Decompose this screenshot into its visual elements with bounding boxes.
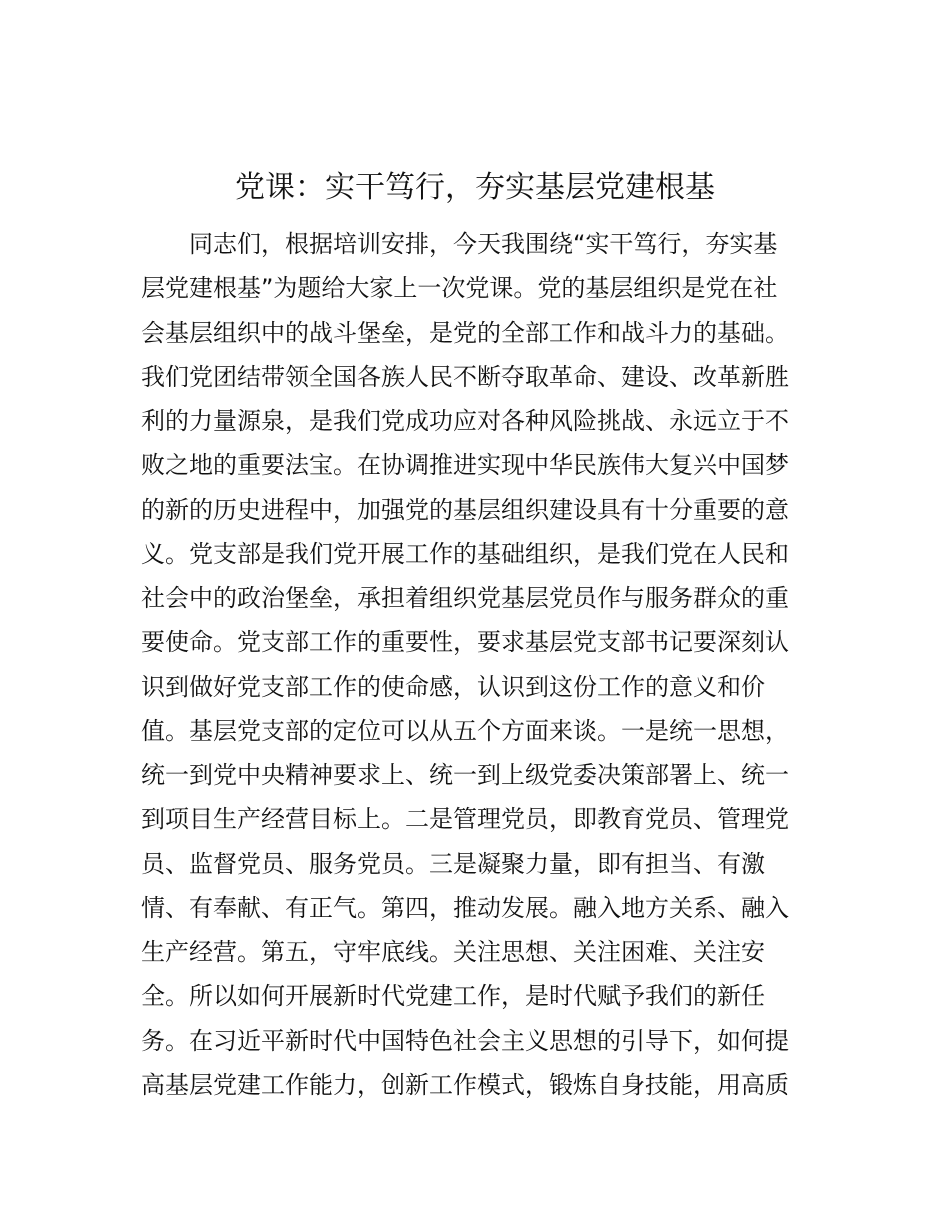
body-line: 的新的历史进程中，加强党的基层组织建设具有十分重要的意 [141,495,789,524]
document-title: 党课：实干笃行，夯实基层党建根基 [235,170,715,205]
body-line: 识到做好党支部工作的使命感，认识到这份工作的意义和价 [141,672,765,701]
body-line: 员、监督党员、服务党员。三是凝聚力量，即有担当、有激 [141,849,765,878]
body-line: 生产经营。第五，守牢底线。关注思想、关注困难、关注安 [141,938,765,966]
body-line: 要使命。党支部工作的重要性，要求基层党支部书记要深刻认 [141,628,789,657]
body-line: 社会中的政治堡垒，承担着组织党基层党员作与服务群众的重 [141,584,789,612]
body-line: 同志们，根据培训安排，今天我围绕“实干笃行，夯实基 [189,230,778,258]
body-line: 我们党团结带领全国各族人民不断夺取革命、建设、改革新胜 [141,362,789,391]
body-line: 高基层党建工作能力，创新工作模式，锻炼自身技能，用高质 [141,1070,789,1099]
body-line: 会基层组织中的战斗堡垒，是党的全部工作和战斗力的基础。 [141,318,789,347]
body-line: 务。在习近平新时代中国特色社会主义思想的引导下，如何提 [141,1026,789,1055]
body-line: 到项目生产经营目标上。二是管理党员，即教育党员、管理党 [141,805,789,834]
body-line: 利的力量源泉，是我们党成功应对各种风险挑战、永远立于不 [141,407,789,435]
body-line: 值。基层党支部的定位可以从五个方面来谈。一是统一思想， [141,716,789,745]
body-line: 层党建根基”为题给大家上一次党课。党的基层组织是党在社 [141,274,778,303]
body-line: 统一到党中央精神要求上、统一到上级党委决策部署上、统一 [141,761,789,789]
body-line: 败之地的重要法宝。在协调推进实现中华民族伟大复兴中国梦 [141,451,789,480]
body-line: 情、有奉献、有正气。第四，推动发展。融入地方关系、融入 [141,893,789,922]
body-line: 义。党支部是我们党开展工作的基础组织，是我们党在人民和 [141,539,789,568]
body-line: 全。所以如何开展新时代党建工作，是时代赋予我们的新任 [141,982,765,1011]
document-body [141,222,811,1107]
